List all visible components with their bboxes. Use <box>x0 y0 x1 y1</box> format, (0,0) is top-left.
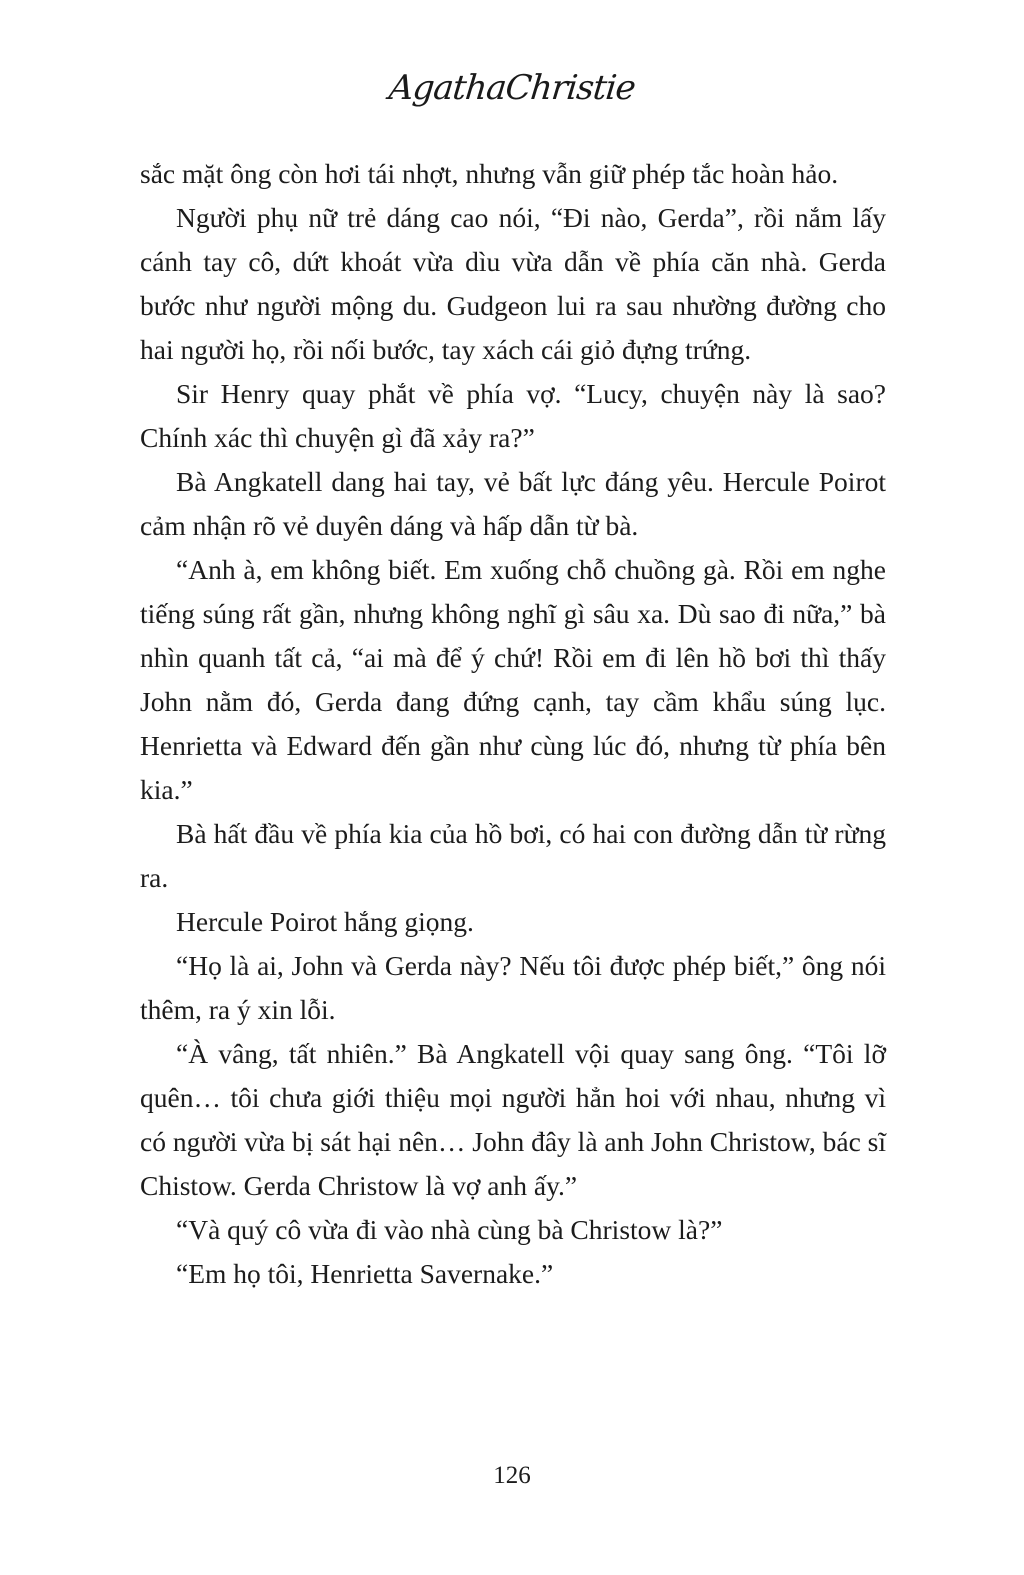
paragraph: Người phụ nữ trẻ dáng cao nói, “Đi nào, Gerda”, rồi nắm lấy cánh tay cô, dứt khoát vừa dìu vừa dẫn về phía căn nhà. Gerda bước như người mộng du. Gudgeon lui ra sau nhường đường cho hai người họ, rồi nối bước, tay xách cái giỏ đựng trứng. <box>140 202 886 365</box>
paragraph: “Và quý cô vừa đi vào nhà cùng bà Christow là?” <box>176 1214 723 1245</box>
paragraph: sắc mặt ông còn hơi tái nhợt, nhưng vẫn giữ phép tắc hoàn hảo. <box>140 158 839 189</box>
page-number: 126 <box>493 1462 531 1489</box>
paragraph: Sir Henry quay phắt về phía vợ. “Lucy, chuyện này là sao? Chính xác thì chuyện gì đã xảy ra?” <box>140 378 886 453</box>
author-signature: AgathaChristie <box>387 68 637 108</box>
paragraph: Bà hất đầu về phía kia của hồ bơi, có hai con đường dẫn từ rừng ra. <box>140 818 886 893</box>
paragraph: “Anh à, em không biết. Em xuống chỗ chuồng gà. Rồi em nghe tiếng súng rất gần, nhưng không nghĩ gì sâu xa. Dù sao đi nữa,” bà nhìn quanh tất cả, “ai mà để ý chứ! Rồi em đi lên hồ bơi thì thấy John nằm đó, Gerda đang đứng cạnh, tay cầm khẩu súng lục. Henrietta và Edward đến gần như cùng lúc đó, nhưng từ phía bên kia.” <box>140 554 886 805</box>
paragraph: “Em họ tôi, Henrietta Savernake.” <box>176 1258 554 1289</box>
paragraph: “Họ là ai, John và Gerda này? Nếu tôi được phép biết,” ông nói thêm, ra ý xin lỗi. <box>140 950 886 1025</box>
paragraph: “À vâng, tất nhiên.” Bà Angkatell vội quay sang ông. “Tôi lỡ quên… tôi chưa giới thiệu mọi người hẳn hoi với nhau, nhưng vì có người vừa bị sát hại nên… John đây là anh John Christow, bác sĩ Chistow. Gerda Christow là vợ anh ấy.” <box>140 1038 886 1201</box>
page-body-text <box>140 152 886 1296</box>
paragraph: Bà Angkatell dang hai tay, vẻ bất lực đáng yêu. Hercule Poirot cảm nhận rõ vẻ duyên dáng và hấp dẫn từ bà. <box>140 466 886 541</box>
paragraph: Hercule Poirot hắng giọng. <box>176 906 474 937</box>
